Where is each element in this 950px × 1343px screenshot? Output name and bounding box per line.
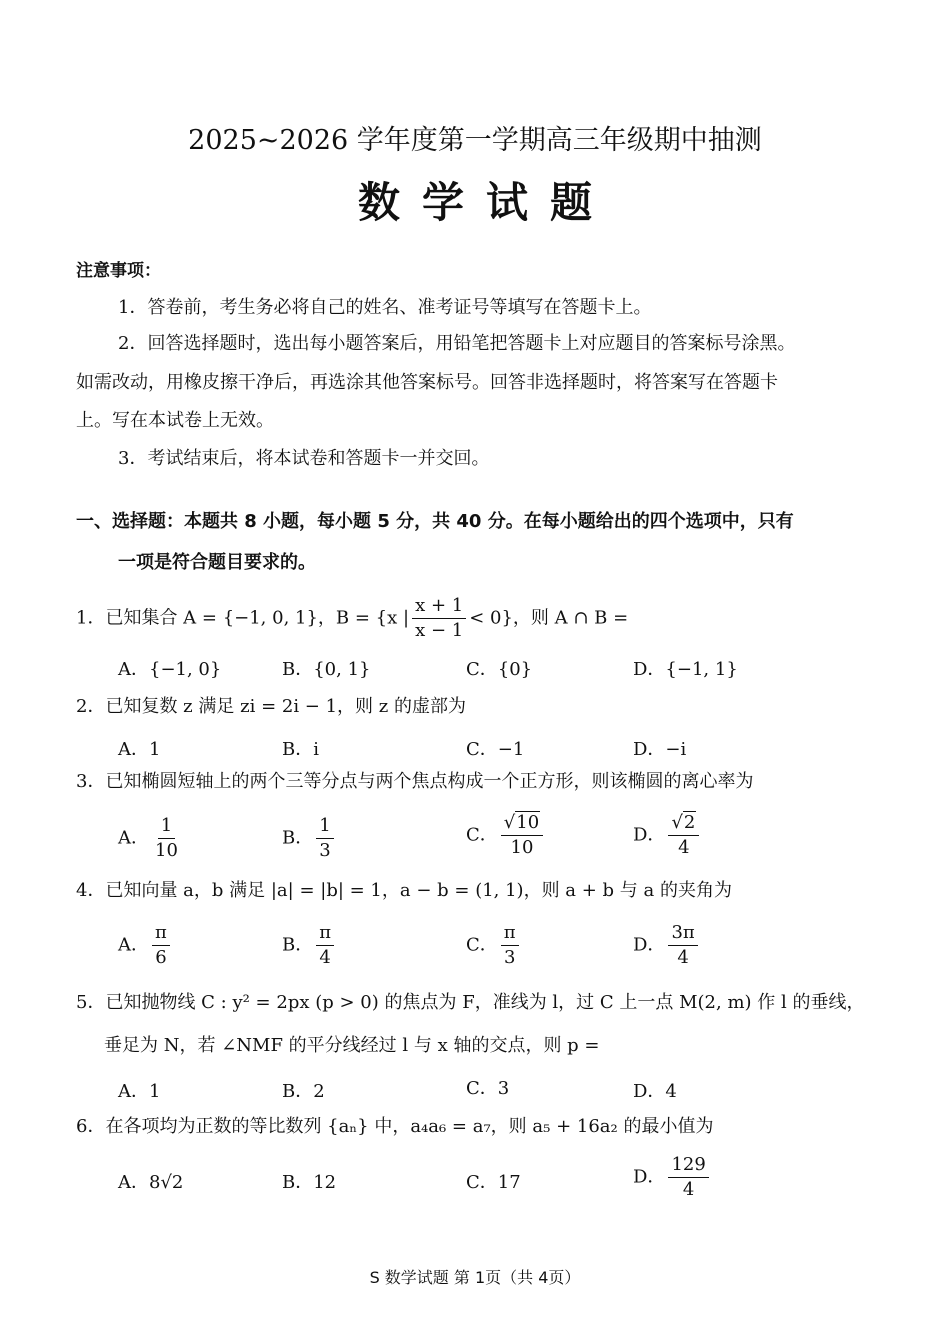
fraction-numerator: 3π [668,924,697,946]
question-number: 2． [76,696,106,717]
section-1-heading-line-1: 一、选择题：本题共 8 小题，每小题 5 分，共 40 分。在每小题给出的四个选项中，只有 [76,511,794,532]
fraction [668,814,699,857]
question-number: 6． [76,1116,106,1137]
radicand: 10 [516,812,540,833]
q3-option-d [633,814,702,857]
fraction [316,817,333,860]
question-4 [76,876,732,906]
exam-title: 数学试题 [357,178,614,227]
option-value: 8√2 [149,1172,184,1193]
question-1-fraction [412,597,466,640]
q3-option-b [282,817,337,860]
notice-heading: 注意事项： [76,261,161,281]
question-5-text-line-1: 已知抛物线 C : y² = 2px (p > 0) 的焦点为 F，准线为 l，过 C 上一点 M(2, m) 作 l 的垂线， [105,992,865,1013]
fraction-numerator: 1 [316,817,333,839]
notice-item-2-line-3: 上。写在本试卷上无效。 [76,410,274,431]
option-label: A． [118,1172,149,1193]
q2-option-d: D．−i [633,739,687,760]
fraction-denominator: 3 [503,947,516,968]
option-label: C． [466,824,498,846]
fraction [501,814,543,857]
fraction-numerator: 129 [668,1156,708,1178]
fraction-numerator [501,814,543,836]
fraction-denominator: 4 [678,837,690,858]
section-1-heading-line-2: 一项是符合题目要求的。 [118,552,316,573]
q6-option-d [633,1156,712,1199]
fraction-numerator [668,814,699,836]
fraction-denominator: 4 [677,947,689,968]
fraction [316,924,334,967]
fraction-denominator: 10 [155,840,178,861]
q4-option-c [466,924,522,967]
fraction-denominator: 10 [510,837,534,858]
question-number: 4． [76,880,106,901]
question-1-text-pre: 已知集合 A = {−1, 0, 1}，B = {x | [105,607,410,629]
fraction-denominator: 3 [319,840,331,861]
q3-option-a [118,817,184,860]
option-label: D． [633,934,666,956]
fraction [501,924,519,967]
q5-option-d: D．4 [633,1081,677,1102]
question-6 [76,1112,713,1142]
radicand: 2 [683,812,696,833]
q6-option-a [118,1168,183,1194]
question-4-text: 已知向量 a，b 满足 |a| = |b| = 1，a − b = (1, 1)，则 a + b 与 a 的夹角为 [105,880,732,901]
notice-item-1: 1．答卷前，考生务必将自己的姓名、准考证号等填写在答题卡上。 [118,297,652,318]
fraction [152,924,170,967]
fraction-numerator: x + 1 [412,597,466,619]
option-value: 17 [497,1172,521,1193]
question-3-text: 已知椭圆短轴上的两个三等分点与两个焦点构成一个正方形，则该椭圆的离心率为 [105,771,754,792]
option-value: 12 [313,1172,337,1193]
question-6-text: 在各项均为正数的等比数列 {aₙ} 中，a₄a₆ = a₇，则 a₅ + 16a₂ 的最小值为 [105,1116,714,1137]
notice-item-2-line-1: 2．回答选择题时，选出每小题答案后，用铅笔把答题卡上对应题目的答案标号涂黑。 [118,333,796,354]
option-label: D． [633,1166,666,1188]
question-number: 5． [76,992,106,1013]
notice-item-3: 3．考试结束后，将本试卷和答题卡一并交回。 [118,448,490,469]
q1-option-c: C．{0} [466,659,533,680]
q2-option-b: B．i [282,739,319,760]
sqrt-sign-icon: √10 [503,812,540,833]
q5-option-b: B．2 [282,1081,325,1102]
sqrt-sign-icon: √2 [671,812,696,833]
question-1-text-post: < 0}，则 A ∩ B = [469,607,629,629]
fraction-numerator: 1 [158,817,175,839]
q1-option-a: A．{−1, 0} [118,659,222,680]
q2-option-c: C．−1 [466,739,525,760]
option-label: C． [466,934,498,956]
question-2-text: 已知复数 z 满足 zi = 2i − 1，则 z 的虚部为 [105,696,466,717]
q4-option-b [282,924,337,967]
option-label: B． [282,827,314,849]
q4-option-d [633,924,701,967]
q6-option-c [466,1168,521,1194]
question-5-line-1 [76,988,864,1018]
option-label: B． [282,934,314,956]
question-number: 3． [76,771,106,792]
fraction [152,817,181,860]
fraction-numerator: π [501,924,519,946]
fraction-denominator: 4 [319,947,331,968]
fraction-numerator: π [152,924,170,946]
page-footer: S 数学试题 第 1页（共 4页） [369,1268,581,1287]
option-label: A． [118,827,149,849]
question-5-line-2: 垂足为 N，若 ∠NMF 的平分线经过 l 与 x 轴的交点，则 p = [104,1035,600,1056]
q5-option-c: C．3 [466,1078,510,1099]
fraction-denominator: 6 [155,947,167,968]
notice-item-2-line-2: 如需改动，用橡皮擦干净后，再选涂其他答案标号。回答非选择题时，将答案写在答题卡 [76,372,778,393]
q2-option-a: A．1 [118,739,161,760]
option-label: D． [633,824,666,846]
fraction [668,1156,708,1199]
q6-option-b [282,1168,336,1194]
fraction-numerator: π [316,924,334,946]
question-number: 1． [76,607,106,629]
exam-subtitle: 2025~2026 学年度第一学期高三年级期中抽测 [188,125,762,156]
fraction [668,924,697,967]
q1-option-b: B．{0, 1} [282,659,371,680]
q3-option-c [466,814,546,857]
option-label: B． [282,1172,314,1193]
question-1 [76,597,628,640]
question-3 [76,767,753,797]
fraction-denominator: x − 1 [415,620,464,641]
option-label: A． [118,934,149,956]
fraction-denominator: 4 [682,1179,695,1200]
q5-option-a: A．1 [118,1081,161,1102]
option-label: C． [466,1172,498,1193]
q4-option-a [118,924,173,967]
question-2 [76,692,466,722]
q1-option-d: D．{−1, 1} [633,659,738,680]
